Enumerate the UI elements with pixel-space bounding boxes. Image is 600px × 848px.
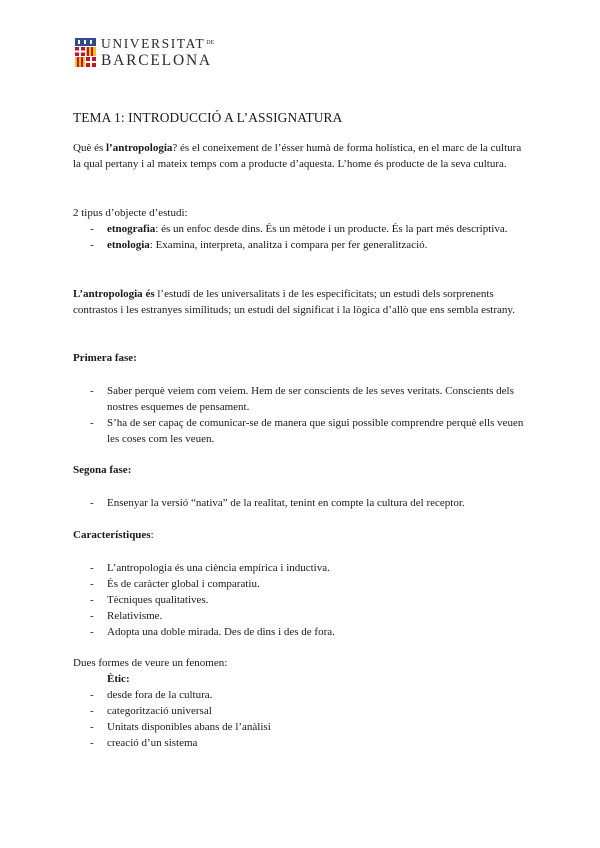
list-item: - etnografia: és un enfoc desde dins. És un mètode i un producte. És la part més descriptiva. [73,221,529,237]
characteristics-heading: Característiques: [73,529,154,541]
list-item: - S’ha de ser capaç de comunicar-se de manera que sigui possible comprendre perquè ells veuen les coses com les veuen. [73,415,529,447]
phase2-heading: Segona fase: [73,464,132,476]
list-item: - creació d’un sistema [73,735,529,751]
phase2-list [73,495,529,511]
list-item: - etnologia: Examina, interpreta, analitza i compara per fer generalització. [73,237,529,253]
list-item: - categorització universal [73,703,529,719]
list-item: - Relativisme. [73,608,529,624]
list-item: - Adopta una doble mirada. Des de dins i des de fora. [73,624,529,640]
phenomenon-subheading: Ètic: [107,673,130,685]
study-objects-heading: 2 tipus d’objecte d’estudi: [73,207,188,219]
phenomenon-heading: Dues formes de veure un fenomen: [73,657,228,669]
phase1-list [73,383,529,447]
list-item: - Unitats disponibles abans de l’anàlisi [73,719,529,735]
list-item: - Saber perquè veiem com veiem. Hem de ser conscients de les seves veritats. Conscients dels nostres esquemes de pensament. [73,383,529,415]
university-logo [75,37,214,68]
characteristics-list [73,560,529,640]
logo-line2: BARCELONA [101,51,212,69]
list-item: - Tècniques qualitatives. [73,592,529,608]
logo-line1: $UNIVERSITAT^{DE}$ [101,36,215,51]
intro-paragraph: Què és l’antropologia? és el coneixement de l’ésser humà de forma holística, en el marc de la cultura la qual pertany i al mateix temps com a producte d’aquesta. L’home és producte de la seva cultura. [73,142,522,170]
study-objects-section [73,205,529,253]
phenomenon-section [73,655,529,751]
list-item: - És de caràcter global i comparatiu. [73,576,529,592]
definition-paragraph: L’antropologia és l’estudi de les universalitats i de les especificitats; un estudi dels sorprenents contrastos i les estranyes similituds; un estudi del significat i la lògica d’allò que ens sembla estrany. [73,288,515,316]
list-item: - Ensenyar la versió “nativa” de la realitat, tenint en compte la cultura del receptor. [73,495,529,511]
list-item: - L’antropologia és una ciència empírica i inductiva. [73,560,529,576]
university-shield-icon [75,38,96,67]
intro-term: l’antropologia [106,142,173,154]
phase1-heading: Primera fase: [73,352,137,364]
page-title: TEMA 1: INTRODUCCIÓ A L’ASSIGNATURA [73,110,343,125]
list-item: - desde fora de la cultura. [73,687,529,703]
logo-de: DE [206,40,215,46]
